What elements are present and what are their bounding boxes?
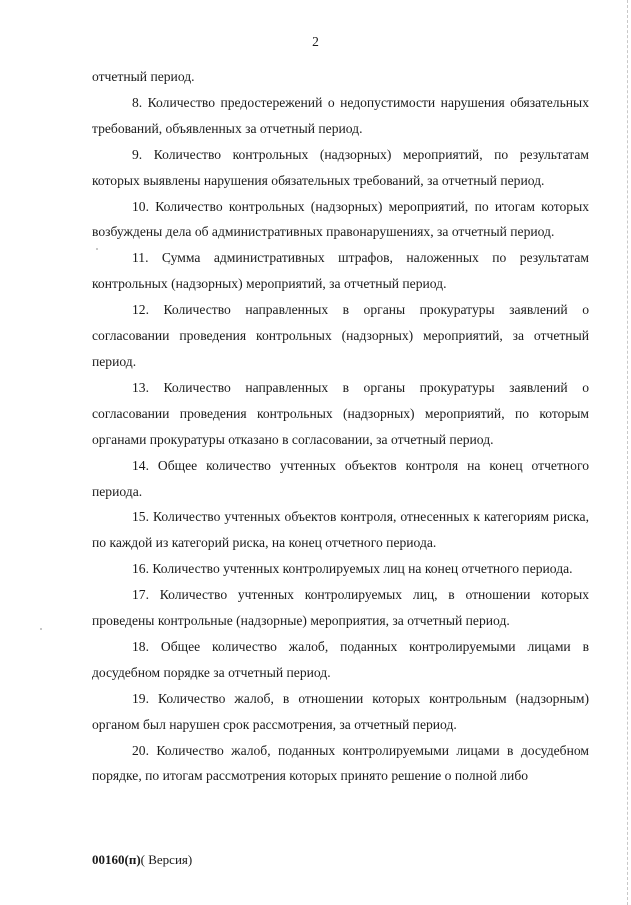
- paragraph: 18. Общее количество жалоб, поданных контролируемыми лицами в досудебном порядке за отчетный период.: [92, 638, 589, 680]
- paragraph: 19. Количество жалоб, в отношении которых контрольным (надзорным) органом был нарушен срок рассмотрения, за отчетный период.: [92, 690, 589, 732]
- paragraph: 11. Сумма административных штрафов, наложенных по результатам контрольных (надзорных) мероприятий, за отчетный период.: [92, 250, 589, 292]
- paragraph: 10. Количество контрольных (надзорных) мероприятий, по итогам которых возбуждены дела об административных правонарушениях, за отчетный период.: [92, 198, 589, 240]
- document-footer: [92, 852, 192, 868]
- paragraph: 9. Количество контрольных (надзорных) мероприятий, по результатам которых выявлены нарушения обязательных требований, за отчетный период.: [92, 146, 589, 188]
- document-code: 00160(п): [92, 852, 141, 867]
- paragraph: 12. Количество направленных в органы прокуратуры заявлений о согласовании проведения контрольных (надзорных) мероприятий, за отчетный период.: [92, 302, 589, 369]
- paragraph: 13. Количество направленных в органы прокуратуры заявлений о согласовании проведения контрольных (надзорных) мероприятий, по которым органами прокуратуры отказано в согласовании, за отчетный период.: [92, 379, 589, 447]
- scan-edge-line: [626, 0, 628, 905]
- paragraph: отчетный период.: [92, 69, 195, 84]
- paragraph: 8. Количество предостережений о недопустимости нарушения обязательных требований, объявленных за отчетный период.: [92, 94, 589, 136]
- paragraph: 17. Количество учтенных контролируемых лиц, в отношении которых проведены контрольные (надзорные) мероприятия, за отчетный период.: [92, 587, 589, 629]
- paragraph: 20. Количество жалоб, поданных контролируемыми лицами в досудебном порядке, по итогам рассмотрения которых принято решение о полной либо: [92, 742, 589, 784]
- paragraph: 16. Количество учтенных контролируемых лиц на конец отчетного периода.: [132, 561, 573, 577]
- scan-speck: [40, 628, 42, 630]
- paragraph: 14. Общее количество учтенных объектов контроля на конец отчетного периода.: [92, 457, 589, 499]
- document-version: ( Версия): [140, 852, 193, 867]
- document-body: [92, 64, 589, 789]
- page-number: 2: [312, 34, 319, 49]
- paragraph: 15. Количество учтенных объектов контроля, отнесенных к категориям риска, по каждой из категорий риска, на конец отчетного периода.: [92, 509, 589, 551]
